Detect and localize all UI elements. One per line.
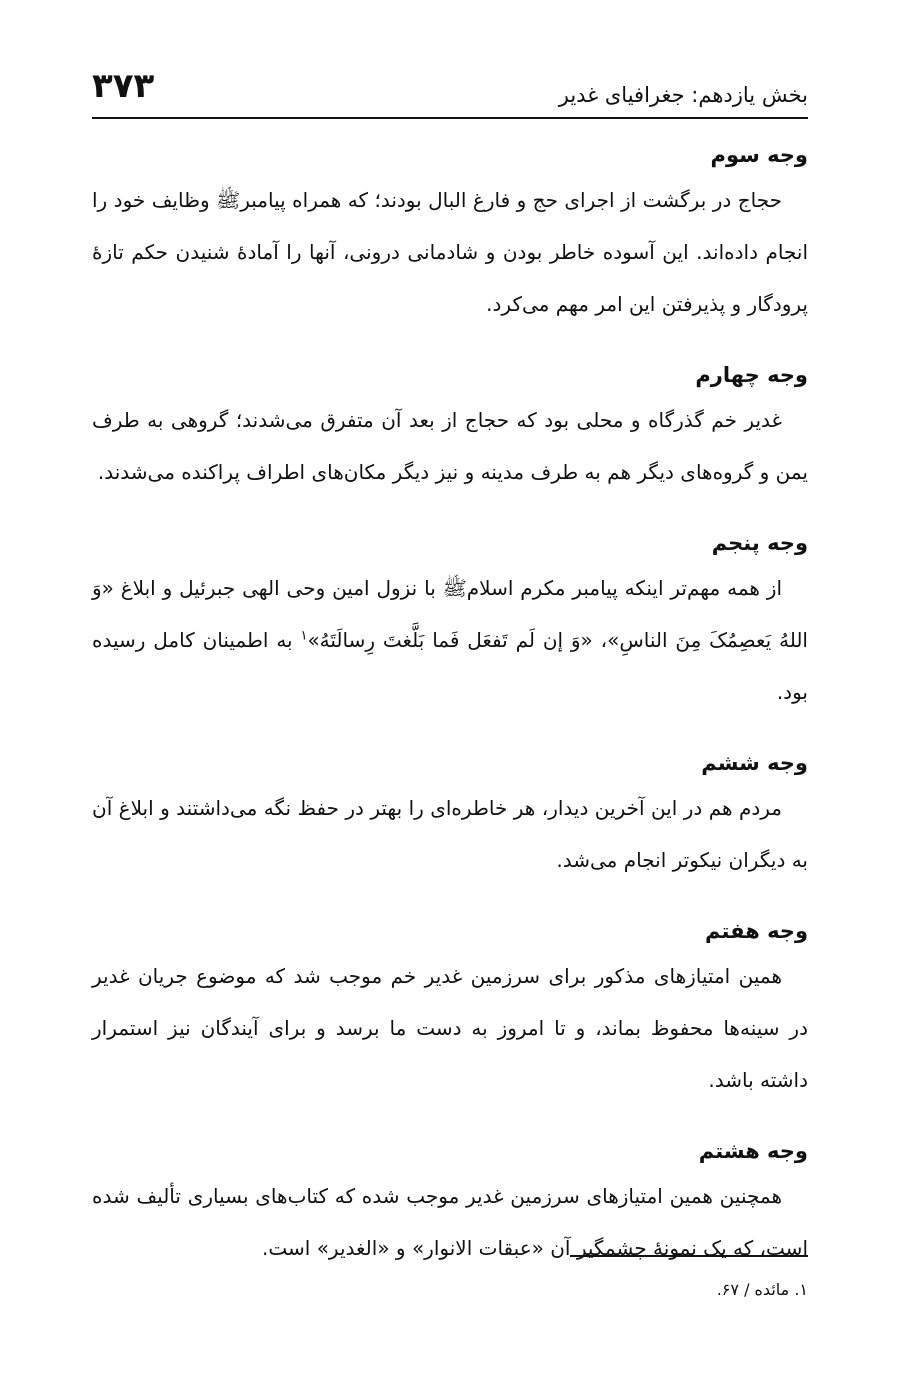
section-vajh-8 <box>92 1136 808 1274</box>
section-heading: وجه هفتم <box>705 919 808 943</box>
section-heading: وجه چهارم <box>695 363 808 387</box>
main-text <box>92 140 808 1304</box>
section-paragraph: مردم هم در این آخرین دیدار، هر خاطره‌ای را بهتر در حفظ نگه می‌داشتند و ابلاغ آن به دیگران نیکوتر انجام می‌شد. <box>92 796 808 872</box>
footnote-marker[interactable]: ۱ <box>300 628 308 644</box>
footnote-divider <box>570 1255 808 1257</box>
header-divider <box>92 117 808 119</box>
section-paragraph: غدیر خم گذرگاه و محلی بود که حجاج از بعد آن متفرق می‌شدند؛ گروهی به طرف یمن و گروه‌های دیگر هم به طرف مدینه و نیز دیگر مکان‌های اطراف پراکنده می‌شدند. <box>92 408 808 484</box>
section-vajh-5 <box>92 528 808 718</box>
page-number: ۳۷۳ <box>92 66 155 106</box>
section-paragraph: حجاج در برگشت از اجرای حج و فارغ البال بودند؛ که همراه پیامبرﷺ وظایف خود را انجام داده‌اند. این آسوده خاطر بودن و شادمانی درونی، آنها را آمادۀ شنیدن حکم تازۀ پرودگار و پذیرفتن این امر مهم می‌کرد. <box>92 188 808 316</box>
section-heading: وجه پنجم <box>711 531 808 555</box>
chapter-title: بخش یازدهم: جغرافیای غدیر <box>558 83 808 107</box>
section-paragraph <box>92 562 808 718</box>
section-vajh-4 <box>92 360 808 498</box>
section-paragraph: همچنین همین امتیازهای سرزمین غدیر موجب شده که کتاب‌های بسیاری تألیف شده است، که یک نمونۀ چشمگیر آن «عبقات الانوار» و «الغدیر» است. <box>92 1184 808 1260</box>
section-heading: وجه هشتم <box>698 1139 808 1163</box>
section-heading: وجه سوم <box>710 143 808 167</box>
page-header <box>92 62 808 118</box>
paragraph-text: به اطمینان کامل رسیده بود. <box>92 628 808 704</box>
paragraph-text: از همه مهم‌تر اینکه پیامبر مکرم اسلامﷺ با نزول امین وحی الهی جبرئیل و ابلاغ «وَ اللهُ یَعصِمُکَ مِنَ الناسِ»، «وَ إن لَم تَفعَل فَما بَلَّغتَ رِسالَتَهُ» <box>92 576 808 652</box>
section-vajh-6 <box>92 748 808 886</box>
section-paragraph: همین امتیازهای مذکور برای سرزمین غدیر خم موجب شد که موضوع جریان غدیر در سینه‌ها محفوظ بماند، و تا امروز به دست ما برسد و برای آیندگان نیز استمرار داشته باشد. <box>92 964 808 1092</box>
section-heading: وجه ششم <box>701 751 808 775</box>
footnote: ۱. مائده / ۶۷. <box>716 1280 808 1299</box>
section-vajh-7 <box>92 916 808 1106</box>
section-vajh-3 <box>92 140 808 330</box>
